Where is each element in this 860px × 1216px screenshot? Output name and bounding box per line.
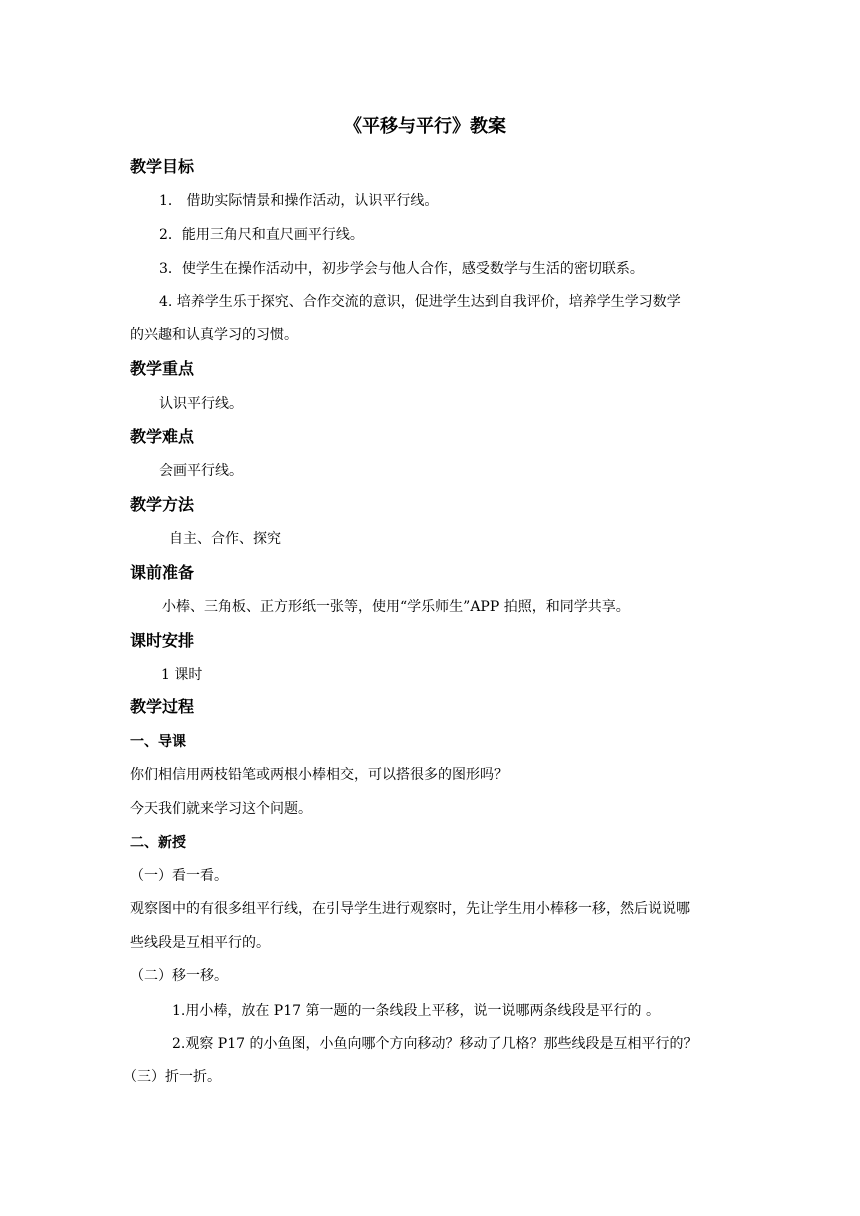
schedule-text: 1 课时 bbox=[161, 667, 203, 683]
objective-item: 1． 借助实际情景和操作活动，认识平行线。 bbox=[159, 193, 439, 209]
section-heading-objectives: 教学目标 bbox=[130, 157, 195, 176]
key-point-text: 认识平行线。 bbox=[159, 396, 243, 412]
section-heading-preparation: 课前准备 bbox=[130, 563, 195, 582]
difficulty-text: 会画平行线。 bbox=[159, 463, 243, 479]
fold-heading: （三）折一折。 bbox=[123, 1069, 221, 1085]
move-heading: （二）移一移。 bbox=[130, 968, 228, 984]
intro-line: 你们相信用两枝铅笔或两根小棒相交，可以搭很多的图形吗？ bbox=[130, 767, 508, 783]
section-heading-key-point: 教学重点 bbox=[130, 359, 195, 378]
move-line: 2.观察 P17 的小鱼图，小鱼向哪个方向移动？移动了几格？那些线段是互相平行的？ bbox=[172, 1036, 698, 1052]
section-heading-schedule: 课时安排 bbox=[130, 631, 195, 650]
section-heading-process: 教学过程 bbox=[130, 697, 195, 716]
objective-item-continued: 的兴趣和认真学习的习惯。 bbox=[130, 327, 298, 343]
look-line: 些线段是互相平行的。 bbox=[130, 935, 270, 951]
section-heading-difficulty: 教学难点 bbox=[130, 427, 195, 446]
section-heading-method: 教学方法 bbox=[130, 495, 195, 514]
subheading-intro: 一、导课 bbox=[130, 734, 186, 750]
preparation-text: 小棒、三角板、正方形纸一张等，使用“学乐师生”APP 拍照，和同学共享。 bbox=[162, 599, 630, 615]
move-line: 1.用小棒，放在 P17 第一题的一条线段上平移，说一说哪两条线段是平行的 。 bbox=[172, 1003, 660, 1019]
objective-item: 3．使学生在操作活动中，初步学会与他人合作，感受数学与生活的密切联系。 bbox=[159, 261, 644, 277]
objective-item: 2．能用三角尺和直尺画平行线。 bbox=[159, 227, 364, 243]
intro-line: 今天我们就来学习这个问题。 bbox=[130, 801, 312, 817]
subheading-new: 二、新授 bbox=[130, 835, 186, 851]
method-text: 自主、合作、探究 bbox=[169, 531, 281, 547]
objective-item: 4. 培养学生乐于探究、合作交流的意识，促进学生达到自我评价，培养学生学习数学 bbox=[159, 294, 681, 310]
look-heading: （一）看一看。 bbox=[130, 868, 228, 884]
page-title: 《平移与平行》教案 bbox=[344, 116, 506, 137]
look-line: 观察图中的有很多组平行线，在引导学生进行观察时，先让学生用小棒移一移，然后说说哪 bbox=[130, 901, 690, 917]
